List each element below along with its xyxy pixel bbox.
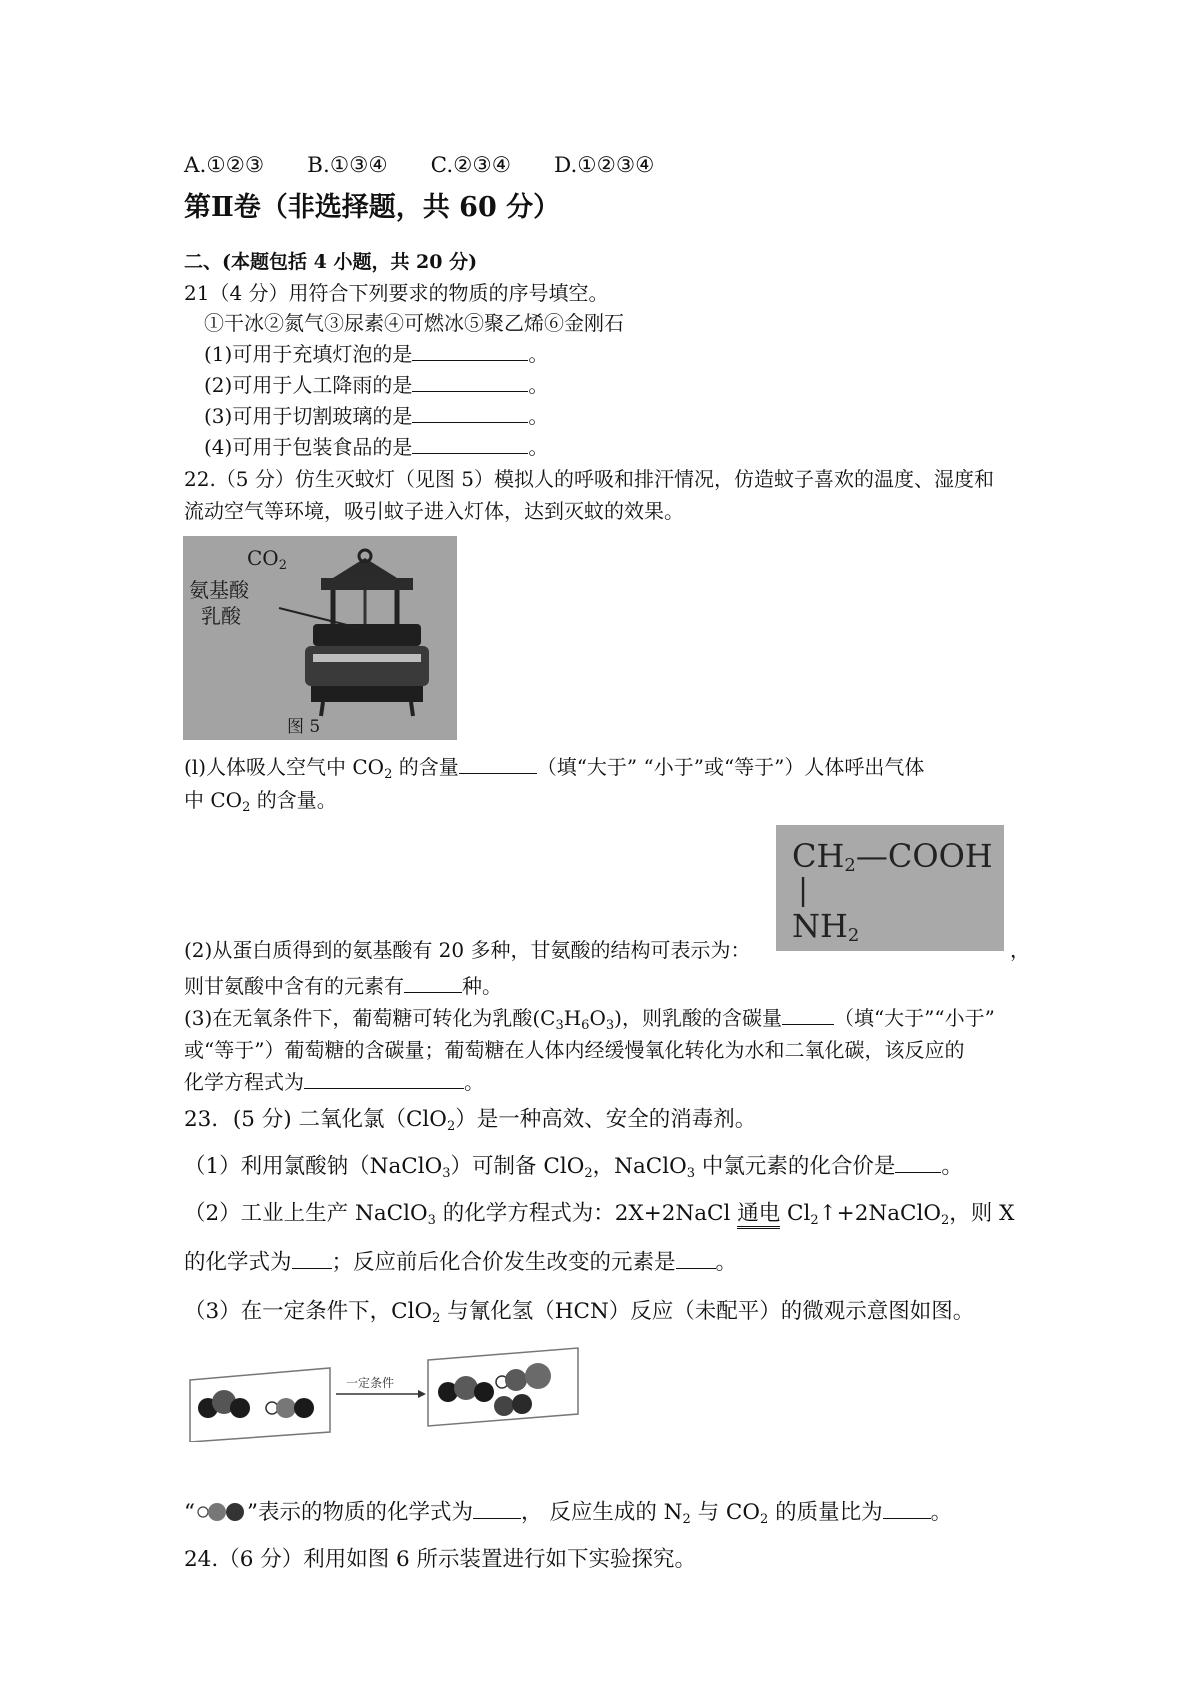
reaction-condition-label: 一定条件 (346, 1376, 395, 1390)
q23-part-3: （3）在一定条件下，ClO$_2$ 与氰化氢（HCN）反应（未配平）的微观示意图如图。 (184, 1299, 975, 1326)
q21-item-3-text: (3)可用于切割玻璃的是 (204, 404, 413, 428)
q21-item-1-text: (1)可用于充填灯泡的是 (204, 342, 413, 366)
answer-blank[interactable] (473, 1498, 521, 1519)
q23-part-3-question: “ ”表示的物质的化学式为 ， 反应生成的 $N_2$ 与 $CO_2$ 的质量比为 。 (184, 1500, 953, 1527)
reaction-condition-electrolysis: 通电 (737, 1201, 780, 1229)
q22-part-3-line2: 或“等于”）葡萄糖的含碳量；葡萄糖在人体内经缓慢氧化转化为水和二氧化碳，该反应的 (184, 1038, 965, 1062)
figure-5-mosquito-lamp (183, 536, 457, 740)
glycine-top-formula: $CH_2—COOH$ (792, 837, 993, 876)
hcn-molecule-icon (195, 1501, 247, 1523)
q23-part-2: （2）工业上生产 NaClO$_3$ 的化学方程式为：2X+2NaCl 通电 $Cl_2↑+2NaClO_2$，则 X (184, 1201, 1015, 1228)
answer-blank[interactable] (412, 433, 528, 454)
q23-part-1: （1）利用氯酸钠（NaClO$_3$）可制备 ClO$_2$，NaClO$_3$ 中氯元素的化合价是 。 (184, 1154, 963, 1181)
q21-stem: 21（4 分）用符合下列要求的物质的序号填空。 (184, 281, 609, 305)
q21-item-4: (4)可用于包装食品的是 。 (204, 435, 549, 459)
answer-blank[interactable] (292, 1248, 332, 1269)
q21-item-2: (2)可用于人工降雨的是 。 (204, 373, 549, 397)
q22-stem-2: 流动空气等环境，吸引蚊子进入灯体，达到灭蚊的效果。 (184, 499, 684, 523)
part-heading: 二、(本题包括 4 小题，共 20 分) (184, 251, 478, 273)
glycine-structure-figure (776, 825, 1004, 951)
q22-part-3-line1: (3)在无氧条件下，葡萄糖可转化为乳酸$(C_3H_6O_3)$，则乳酸的含碳量 （填“大于”“小于” (184, 1006, 995, 1033)
q23-stem: 23．(5 分) 二氧化氯（ClO$_2$）是一种高效、安全的消毒剂。 (184, 1107, 757, 1134)
q21-materials: ①干冰②氮气③尿素④可燃冰⑤聚乙烯⑥金刚石 (204, 311, 624, 335)
answer-blank[interactable] (883, 1498, 931, 1519)
q22-part-2: (2)从蛋白质得到的氨基酸有 20 多种，甘氨酸的结构可表示为： (184, 938, 751, 962)
q21-item-1: (1)可用于充填灯泡的是 。 (204, 342, 549, 366)
figure-label-co2: $CO_2$ (247, 546, 287, 573)
q22-stem-1: 22.（5 分）仿生灭蚊灯（见图 5）模拟人的呼吸和排汗情况，仿造蚊子喜欢的温度、湿度和 (184, 467, 994, 491)
answer-blank[interactable] (782, 1004, 834, 1025)
answer-options: A.①②③ B.①③④ C.②③④ D.①②③④ (184, 153, 655, 178)
answer-blank[interactable] (412, 371, 528, 392)
section-title: 第Ⅱ卷（非选择题，共 60 分） (184, 192, 561, 223)
q22-part-2-comma: ， (1010, 938, 1030, 962)
q22-part-1-line2: 中 $CO_2$ 的含量。 (184, 788, 337, 815)
answer-blank[interactable] (412, 402, 528, 423)
glycine-bond: | (798, 873, 809, 908)
mosquito-lamp-illustration (183, 536, 457, 740)
reaction-micro-diagram (186, 1342, 582, 1442)
answer-blank[interactable] (459, 753, 537, 774)
answer-blank[interactable] (412, 340, 528, 361)
answer-blank[interactable] (676, 1248, 716, 1269)
q21-item-2-text: (2)可用于人工降雨的是 (204, 373, 413, 397)
answer-blank[interactable] (895, 1152, 941, 1173)
figure-label-lactic-acid: 乳酸 (201, 604, 241, 628)
q24-stem: 24.（6 分）利用如图 6 所示装置进行如下实验探究。 (184, 1547, 697, 1572)
q23-part-2-line2: 的化学式为 ；反应前后化合价发生改变的元素是 。 (184, 1250, 738, 1275)
answer-blank[interactable] (304, 1068, 464, 1089)
figure-label-amino-acid: 氨基酸 (189, 578, 249, 602)
q22-part-2-line2: 则甘氨酸中含有的元素有 种。 (184, 974, 502, 998)
q22-part-3-line3: 化学方程式为 。 (184, 1070, 484, 1094)
q22-part-1: (l)人体吸人空气中 $CO_2$ 的含量 （填“大于” “小于”或“等于”）人体呼出气体 (184, 755, 925, 782)
answer-blank[interactable] (404, 972, 462, 993)
reaction-molecules-illustration (186, 1342, 582, 1442)
q21-item-4-text: (4)可用于包装食品的是 (204, 435, 413, 459)
q21-item-3: (3)可用于切割玻璃的是 。 (204, 404, 549, 428)
figure-caption: 图 5 (287, 717, 321, 737)
glycine-bottom-formula: $NH_2$ (792, 907, 860, 946)
